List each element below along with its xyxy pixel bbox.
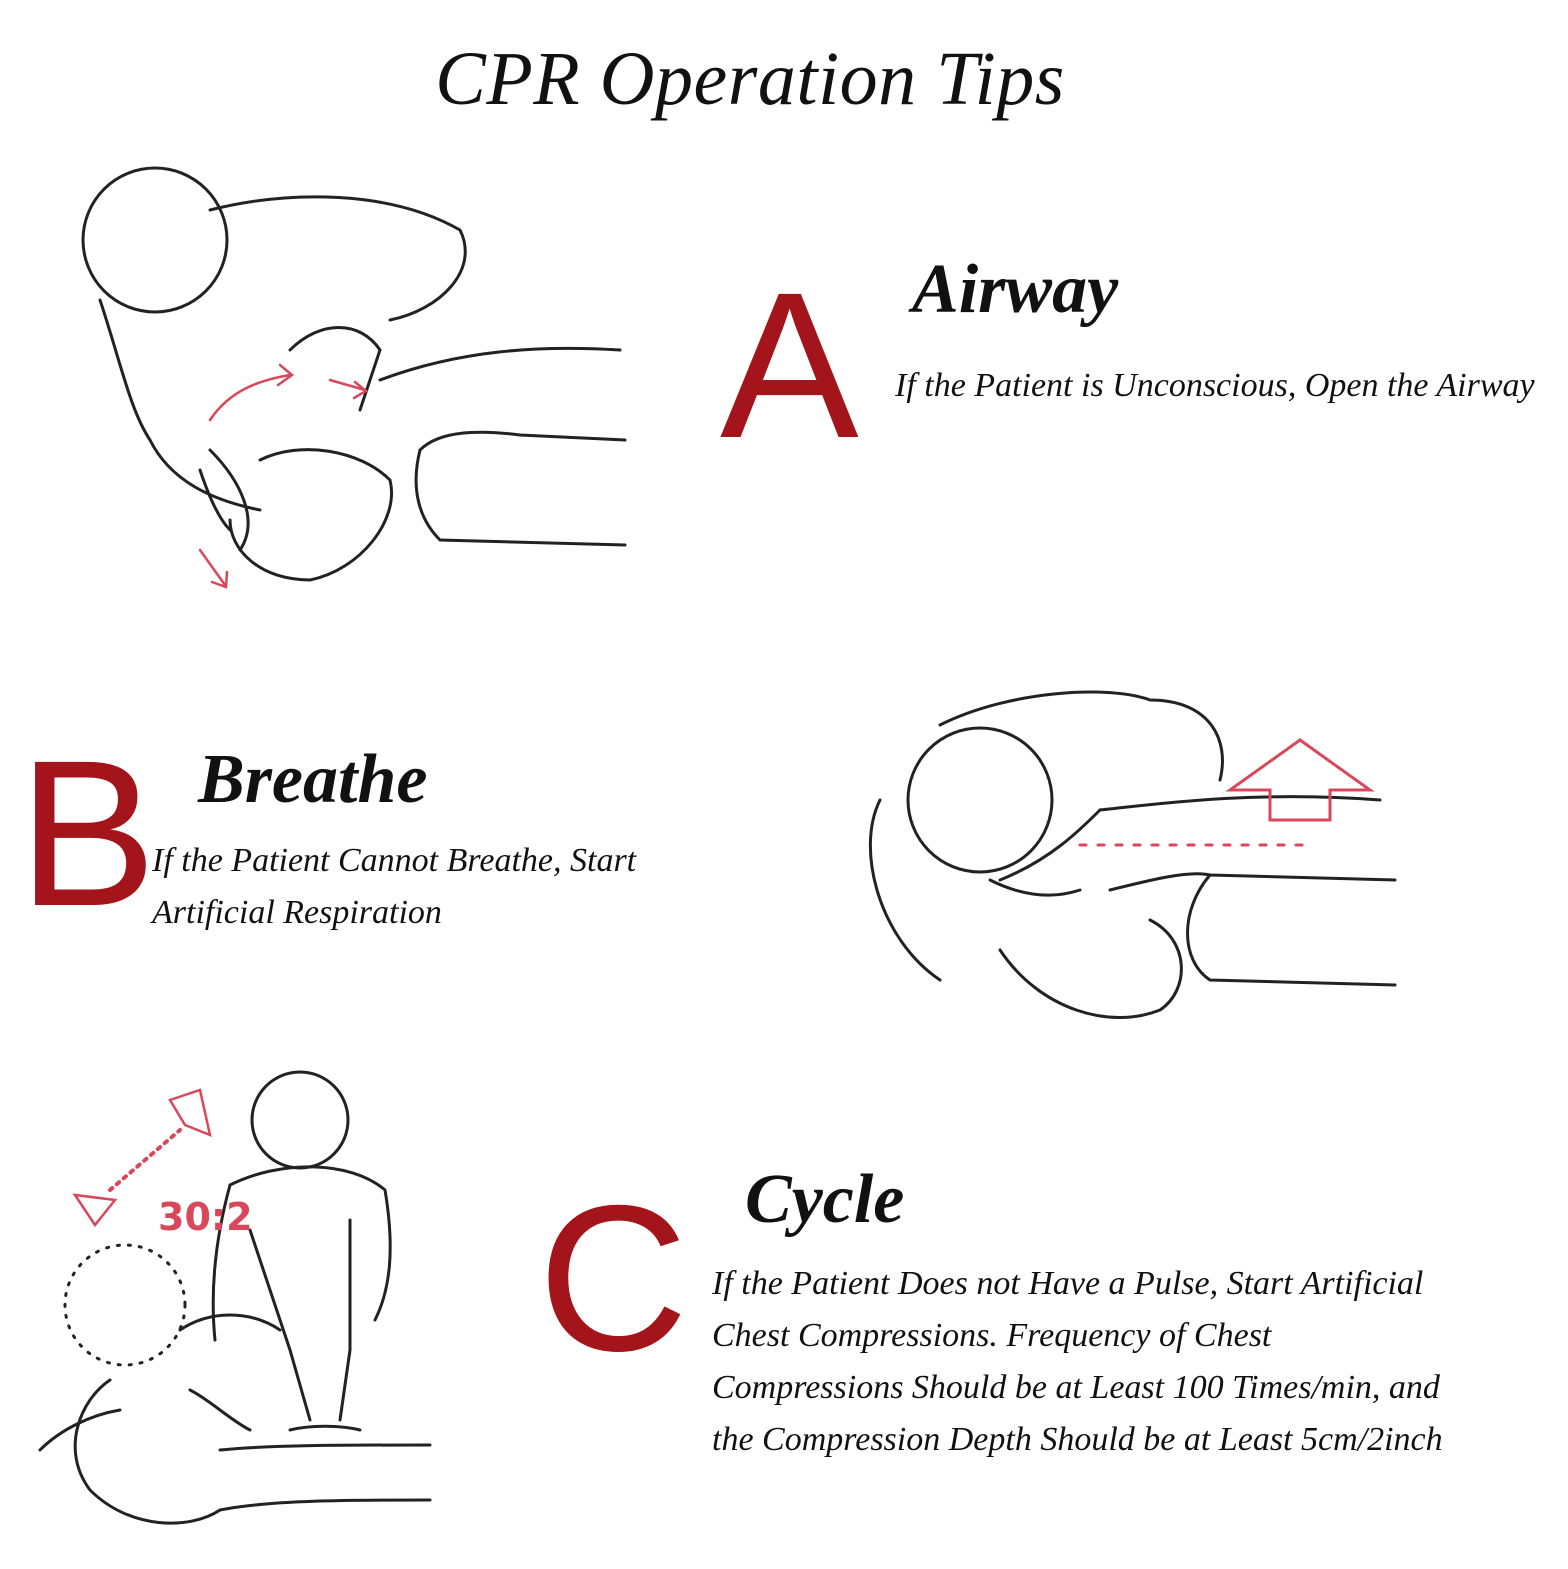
- page-title: CPR Operation Tips: [435, 37, 1065, 121]
- step-a-letter: A: [720, 250, 859, 482]
- step-a-description: If the Patient is Unconscious, Open the Airway: [895, 367, 1535, 404]
- step-c-heading: Cycle: [745, 1161, 905, 1238]
- step-c-description: If the Patient Does not Have a Pulse, Start Artificial Chest Compressions. Frequency of Chest Compressions Should be at Least 100 Times/min, and the Compression Depth Should be at Least 5cm/2inch: [712, 1265, 1443, 1458]
- breathe-illustration: [850, 680, 1410, 1040]
- step-b-heading: Breathe: [198, 741, 428, 818]
- step-a-heading: Airway: [912, 251, 1119, 328]
- step-b-letter: B: [18, 718, 157, 950]
- step-b-description: If the Patient Cannot Breathe, Start Artificial Respiration: [152, 842, 637, 931]
- step-c-letter: C: [538, 1163, 689, 1395]
- ratio-label: 30:2: [158, 1195, 253, 1239]
- compression-illustration: [20, 1050, 440, 1560]
- airway-illustration: [60, 150, 640, 610]
